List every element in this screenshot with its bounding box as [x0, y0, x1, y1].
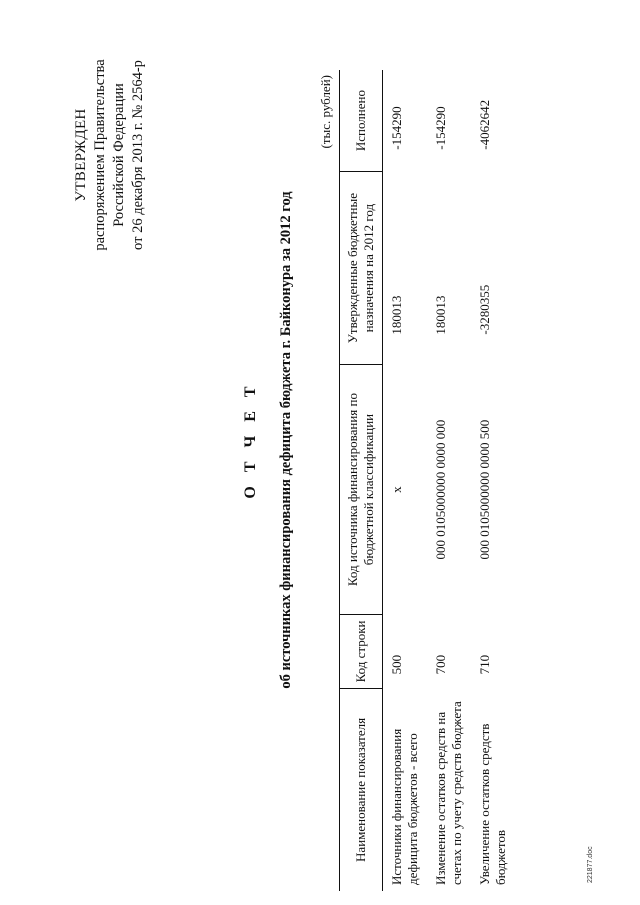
header-approved: Утвержденные бюджетные назначения на 2012 год [340, 172, 383, 365]
header-line-code: Код строки [340, 615, 383, 689]
header-executed: Исполнено [340, 70, 383, 172]
cell-executed: -4062642 [477, 99, 492, 150]
report-subtitle: об источниках финансирования дефицита бюджета г. Байконура за 2012 год [278, 191, 294, 689]
cell-executed: -154290 [389, 106, 404, 150]
cell-line-code: 500 [389, 654, 404, 675]
units-label: (тыс. рублей) [318, 75, 333, 149]
header-indicator-name: Наименование показателя [340, 688, 383, 891]
cell-approved: 180013 [433, 295, 448, 335]
cell-line-code: 700 [433, 654, 448, 675]
report-table [339, 70, 515, 891]
cell-source-code: x [389, 486, 404, 493]
approval-stamp [72, 15, 148, 295]
cell-indicator-name: Увеличение остатков средств бюджетов [477, 723, 508, 885]
cell-approved: 180013 [389, 295, 404, 335]
cell-source-code: 000 0105000000 0000 500 [477, 419, 492, 560]
approval-line-3: от 26 декабря 2013 г. № 2564-р [130, 60, 146, 250]
table-row [471, 70, 515, 891]
cell-indicator-name: Изменение остатков средств на счетах по учету средств бюджета [433, 701, 464, 885]
approval-line-1: распоряжением Правительства [92, 59, 108, 251]
table-header-row [340, 70, 383, 891]
cell-executed: -154290 [433, 106, 448, 150]
cell-source-code: 000 0105000000 0000 000 [433, 419, 448, 560]
cell-line-code: 710 [477, 654, 492, 675]
report-title: О Т Ч Е Т [242, 381, 259, 499]
approval-line-2: Российской Федерации [111, 83, 127, 227]
cell-indicator-name: Источники финансирования дефицита бюджетов - всего [389, 728, 420, 885]
approval-heading: УТВЕРЖДЕН [73, 108, 89, 202]
cell-approved: -3280355 [477, 284, 492, 335]
file-name-footer: 221877.doc [587, 846, 594, 883]
table-row [427, 70, 471, 891]
report-title-block [242, 95, 295, 785]
table-row [383, 70, 428, 891]
header-source-code: Код источника финансирования по бюджетной классификации [340, 365, 383, 615]
